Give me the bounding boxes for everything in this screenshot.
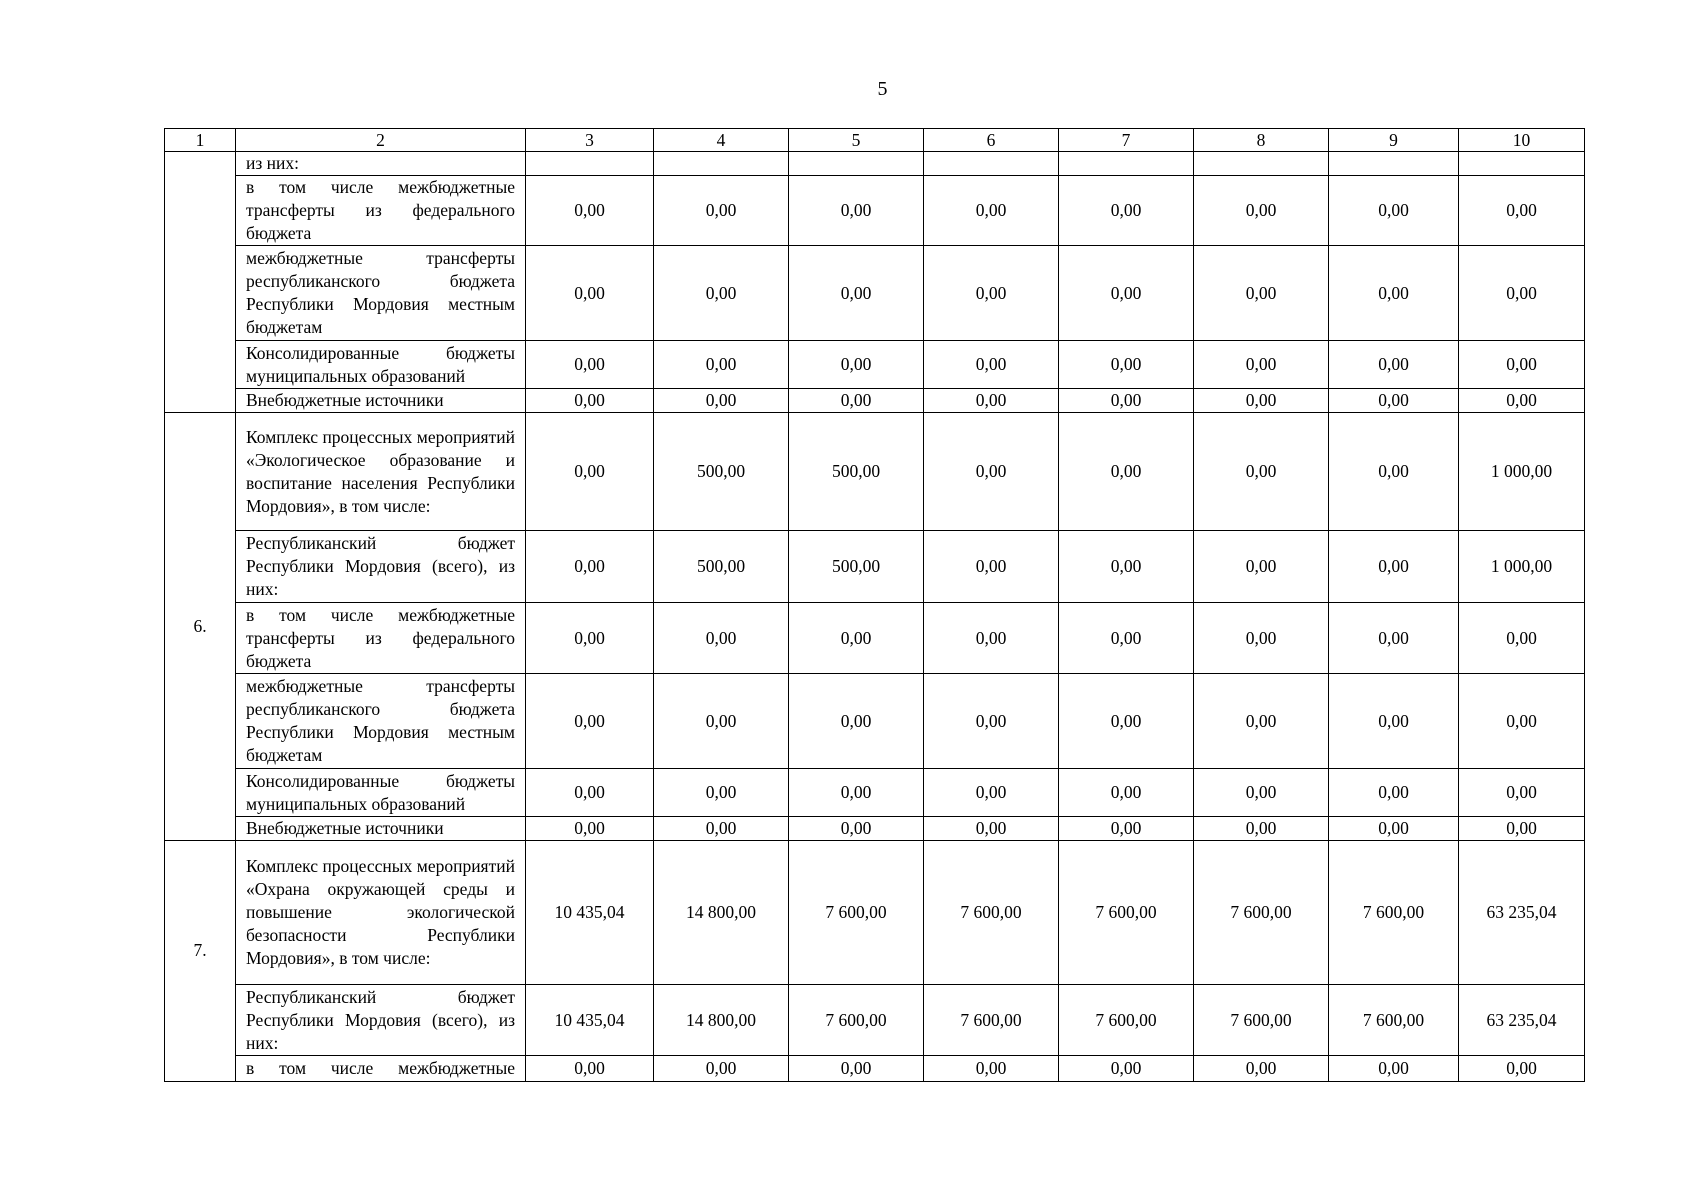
value-cell: 0,00 [526,674,654,769]
row-label-cell: Республиканский бюджет Республики Мордовия (всего), из них: [236,985,526,1056]
column-number: 5 [789,129,924,152]
value-cell: 0,00 [1194,389,1329,413]
value-cell [924,152,1059,176]
column-number: 2 [236,129,526,152]
value-cell: 0,00 [1329,674,1459,769]
value-cell: 0,00 [789,817,924,841]
row-label-cell: межбюджетные трансферты республиканского бюджета Республики Мордовия местным бюджетам [236,246,526,341]
value-cell: 0,00 [654,341,789,389]
value-cell: 0,00 [1194,413,1329,531]
row-label-cell: Внебюджетные источники [236,389,526,413]
value-cell: 0,00 [1059,389,1194,413]
column-number: 1 [165,129,236,152]
value-cell: 0,00 [654,176,789,246]
table-row [165,674,1585,769]
value-cell: 500,00 [789,413,924,531]
value-cell: 0,00 [924,176,1059,246]
item-number-cell: 7. [165,841,236,1082]
value-cell: 0,00 [924,531,1059,603]
value-cell: 7 600,00 [1059,985,1194,1056]
value-cell: 0,00 [526,341,654,389]
table-row [165,246,1585,341]
value-cell: 0,00 [924,769,1059,817]
value-cell: 0,00 [526,531,654,603]
row-label-cell: в том числе межбюджетные трансферты из федерального бюджета [236,603,526,674]
value-cell: 7 600,00 [1194,985,1329,1056]
value-cell: 10 435,04 [526,985,654,1056]
value-cell [789,152,924,176]
value-cell: 0,00 [1329,1056,1459,1082]
value-cell: 0,00 [1329,341,1459,389]
value-cell: 500,00 [789,531,924,603]
value-cell: 0,00 [1329,389,1459,413]
value-cell: 0,00 [1459,817,1585,841]
table-row [165,603,1585,674]
value-cell: 0,00 [654,389,789,413]
value-cell: 0,00 [1194,341,1329,389]
value-cell: 0,00 [1059,1056,1194,1082]
row-label-cell: Консолидированные бюджеты муниципальных образований [236,769,526,817]
column-number: 3 [526,129,654,152]
value-cell: 63 235,04 [1459,841,1585,985]
value-cell: 0,00 [789,246,924,341]
value-cell: 0,00 [654,769,789,817]
value-cell: 0,00 [1194,674,1329,769]
table-row [165,841,1585,985]
value-cell: 0,00 [924,817,1059,841]
value-cell: 500,00 [654,531,789,603]
value-cell: 0,00 [526,176,654,246]
value-cell: 0,00 [789,341,924,389]
row-label-cell: в том числе межбюджетные трансферты из федерального бюджета [236,176,526,246]
value-cell: 1 000,00 [1459,413,1585,531]
value-cell: 0,00 [1059,531,1194,603]
value-cell: 0,00 [1059,603,1194,674]
item-number-cell [165,152,236,413]
value-cell [1059,152,1194,176]
value-cell: 0,00 [924,389,1059,413]
value-cell: 7 600,00 [1329,985,1459,1056]
value-cell: 0,00 [1059,413,1194,531]
value-cell: 0,00 [526,389,654,413]
value-cell: 7 600,00 [789,985,924,1056]
value-cell: 0,00 [1059,769,1194,817]
row-label-cell: Комплекс процессных мероприятий «Экологическое образование и воспитание населения Республики Мордовия», в том числе: [236,413,526,531]
column-number-row [165,129,1585,152]
table-row [165,341,1585,389]
value-cell: 0,00 [1194,769,1329,817]
value-cell: 7 600,00 [789,841,924,985]
value-cell: 0,00 [1194,1056,1329,1082]
column-number: 8 [1194,129,1329,152]
value-cell: 0,00 [789,674,924,769]
row-label-cell: Республиканский бюджет Республики Мордовия (всего), из них: [236,531,526,603]
table-row [165,1056,1585,1082]
value-cell: 7 600,00 [924,841,1059,985]
value-cell: 0,00 [1459,1056,1585,1082]
row-label-cell: в том числе межбюджетные [236,1056,526,1082]
table-row [165,769,1585,817]
value-cell: 7 600,00 [924,985,1059,1056]
value-cell: 0,00 [1059,341,1194,389]
value-cell: 0,00 [1459,246,1585,341]
value-cell [1194,152,1329,176]
value-cell: 0,00 [1194,531,1329,603]
table-row [165,985,1585,1056]
value-cell: 0,00 [1059,246,1194,341]
value-cell: 0,00 [1329,531,1459,603]
column-number: 10 [1459,129,1585,152]
value-cell: 0,00 [1194,603,1329,674]
table-row [165,389,1585,413]
value-cell [654,152,789,176]
value-cell: 0,00 [1329,246,1459,341]
value-cell: 0,00 [1329,769,1459,817]
value-cell: 0,00 [1194,817,1329,841]
budget-table [164,128,1585,1082]
value-cell: 0,00 [526,1056,654,1082]
value-cell: 7 600,00 [1329,841,1459,985]
value-cell: 0,00 [789,769,924,817]
value-cell: 0,00 [924,674,1059,769]
value-cell: 0,00 [1329,817,1459,841]
column-number: 7 [1059,129,1194,152]
table-row [165,413,1585,531]
value-cell: 0,00 [1459,341,1585,389]
table-body [165,129,1585,1082]
value-cell: 0,00 [526,603,654,674]
row-label-cell: Комплекс процессных мероприятий «Охрана окружающей среды и повышение экологической безопасности Республики Мордовия», в том числе: [236,841,526,985]
value-cell: 0,00 [1059,176,1194,246]
value-cell: 0,00 [789,603,924,674]
row-label-cell: Внебюджетные источники [236,817,526,841]
value-cell: 0,00 [654,246,789,341]
value-cell: 0,00 [654,1056,789,1082]
item-number-cell: 6. [165,413,236,841]
value-cell: 0,00 [1459,674,1585,769]
value-cell: 0,00 [1194,176,1329,246]
value-cell: 0,00 [924,413,1059,531]
value-cell: 0,00 [1329,413,1459,531]
table-row [165,176,1585,246]
page-number: 5 [877,78,888,100]
column-number: 6 [924,129,1059,152]
value-cell: 0,00 [654,674,789,769]
value-cell: 0,00 [654,603,789,674]
value-cell: 0,00 [924,246,1059,341]
table-row [165,152,1585,176]
value-cell: 63 235,04 [1459,985,1585,1056]
value-cell: 500,00 [654,413,789,531]
value-cell: 14 800,00 [654,985,789,1056]
value-cell: 0,00 [1059,817,1194,841]
value-cell: 0,00 [526,413,654,531]
value-cell: 0,00 [1459,176,1585,246]
value-cell: 14 800,00 [654,841,789,985]
value-cell [526,152,654,176]
value-cell [1459,152,1585,176]
table-row [165,531,1585,603]
value-cell: 0,00 [1459,769,1585,817]
row-label-cell: межбюджетные трансферты республиканского бюджета Республики Мордовия местным бюджетам [236,674,526,769]
value-cell: 0,00 [924,1056,1059,1082]
value-cell: 0,00 [789,1056,924,1082]
table-row [165,817,1585,841]
row-label-cell: из них: [236,152,526,176]
value-cell: 0,00 [654,817,789,841]
value-cell: 0,00 [1459,389,1585,413]
value-cell: 0,00 [526,769,654,817]
value-cell: 0,00 [1329,603,1459,674]
value-cell: 0,00 [1194,246,1329,341]
value-cell: 0,00 [526,246,654,341]
value-cell: 0,00 [789,389,924,413]
value-cell: 0,00 [1059,674,1194,769]
value-cell [1329,152,1459,176]
value-cell: 10 435,04 [526,841,654,985]
value-cell: 0,00 [1329,176,1459,246]
value-cell: 7 600,00 [1194,841,1329,985]
value-cell: 0,00 [1459,603,1585,674]
value-cell: 0,00 [924,341,1059,389]
column-number: 9 [1329,129,1459,152]
column-number: 4 [654,129,789,152]
value-cell: 1 000,00 [1459,531,1585,603]
value-cell: 0,00 [924,603,1059,674]
row-label-cell: Консолидированные бюджеты муниципальных образований [236,341,526,389]
value-cell: 0,00 [789,176,924,246]
value-cell: 0,00 [526,817,654,841]
value-cell: 7 600,00 [1059,841,1194,985]
